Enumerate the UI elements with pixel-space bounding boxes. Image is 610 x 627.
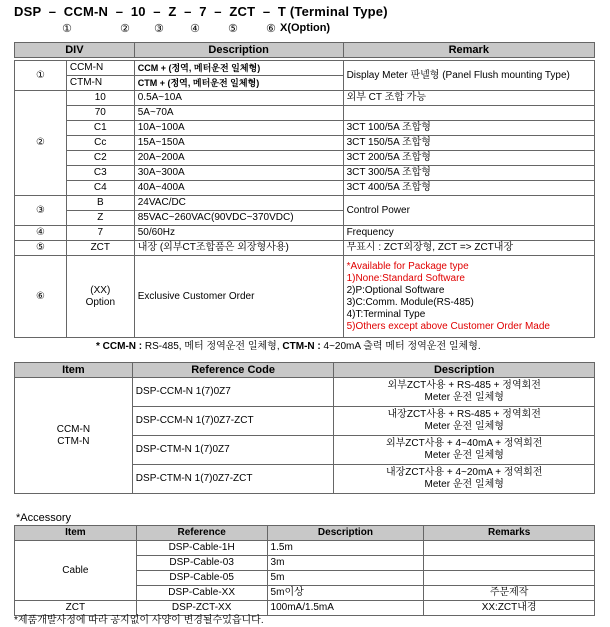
ref-desc-1-a: 외부ZCT사용 + RS-485 + 정역회전 [387,380,541,391]
ref-desc-3 [334,436,595,465]
ref-description-header: Description [334,363,595,378]
acc-cable: Cable [15,541,137,601]
note-ccm-text: RS-485, 메터 정역운전 일체형, [142,341,283,352]
pos-4: ④ [190,23,200,35]
option-line-3: 2)P:Optional Software [346,284,445,296]
code-c2: C2 [66,151,134,166]
pos-5: ⑤ [228,23,238,35]
ref-code-2: DSP-CCM-N 1(7)0Z7-ZCT [132,407,334,436]
code-ctm: CTM-N [66,76,134,91]
ref-desc-4 [334,465,595,494]
ref-code-4: DSP-CTM-N 1(7)0Z7-ZCT [132,465,334,494]
code-c4: C4 [66,181,134,196]
acc-desc-1: 1.5m [267,541,424,556]
acc-desc-2: 3m [267,556,424,571]
acc-zct-remark: XX:ZCT내경 [424,601,595,616]
div-num-1: ① [15,61,67,91]
description-header: Description [134,43,343,58]
remark-zct: 무표시 : ZCT외장형, ZCT => ZCT내장 [343,241,594,256]
desc-option: Exclusive Customer Order [134,256,343,338]
acc-ref-4: DSP-Cable-XX [136,586,267,601]
acc-description-header: Description [267,526,424,541]
option-line-1: *Available for Package type [346,260,469,272]
desc-c1: 10A~100A [134,121,343,136]
ref-desc-4-a: 내장ZCT사용 + 4~20mA + 정역회전 [385,467,543,478]
pos-1: ① [62,23,72,35]
desc-z: 85VAC~260VAC(90VDC~370VDC) [134,211,343,226]
ref-desc-1 [334,378,595,407]
code-option-label: Option [85,296,116,308]
desc-c3: 30A~300A [134,166,343,181]
desc-zct: 내장 (외부CT조합품은 외장형사용) [134,241,343,256]
ref-item-ccm: CCM-N [56,423,91,435]
option-label: X(Option) [280,22,331,34]
note-ctm-label: CTM-N : [282,341,321,352]
spec-table [14,42,595,338]
desc-c4: 40A~400A [134,181,343,196]
pos-2: ② [120,23,130,35]
option-line-6: 5)Others except above Customer Order Made [346,320,550,332]
div-num-2: ② [15,91,67,196]
acc-remark-4: 주문제작 [424,586,595,601]
code-part-5: ZCT [229,4,256,19]
remark-cc: 3CT 150/5A 조합형 [343,136,594,151]
remark-c2: 3CT 200/5A 조합형 [343,151,594,166]
acc-zct-item: ZCT [15,601,137,616]
note-ctm-text: 4~20mA 출력 메터 정역운전 일체형. [320,341,481,352]
pos-6: ⑥ [266,23,276,35]
code-zct: ZCT [66,241,134,256]
remark-display: Display Meter 판넬형 (Panel Flush mounting Type) [343,61,594,91]
desc-ctm: CTM + (정역, 메터운전 일체형) [134,76,343,91]
acc-remarks-header: Remarks [424,526,595,541]
desc-ccm: CCM + (정역, 메터운전 일체형) [134,61,343,76]
code-c1: C1 [66,121,134,136]
code-part-4: 7 [199,4,207,19]
ref-item-ctm: CTM-N [57,435,90,447]
ref-desc-1-b: Meter 운전 일체형 [424,392,504,403]
remark-10: 외부 CT 조합 가능 [343,91,594,106]
desc-cc: 15A~150A [134,136,343,151]
acc-reference-header: Reference [136,526,267,541]
code-prefix: DSP [14,4,42,19]
code-part-1: CCM-N [63,4,109,19]
code-z: Z [66,211,134,226]
item-header: Item [15,363,133,378]
desc-c2: 20A~200A [134,151,343,166]
code-part-3: Z [168,4,177,19]
remark-c3: 3CT 300/5A 조합형 [343,166,594,181]
reference-table [14,362,595,494]
code-10: 10 [66,91,134,106]
ref-desc-3-b: Meter 운전 일체형 [424,450,504,461]
code-part-2: 10 [130,4,146,19]
desc-70: 5A~70A [134,106,343,121]
acc-desc-3: 5m [267,571,424,586]
acc-remark-1 [424,541,595,556]
code-option [66,256,134,338]
remark-c4: 3CT 400/5A 조합형 [343,181,594,196]
acc-ref-3: DSP-Cable-05 [136,571,267,586]
remark-c1: 3CT 100/5A 조합형 [343,121,594,136]
pos-3: ③ [154,23,164,35]
remark-frequency: Frequency [343,226,594,241]
div-num-4: ④ [15,226,67,241]
div-num-3: ③ [15,196,67,226]
option-line-4: 3)C:Comm. Module(RS-485) [346,296,474,308]
model-note [96,337,481,352]
code-part-6: T [277,4,287,19]
remark-header: Remark [343,43,594,58]
reference-code-header: Reference Code [132,363,334,378]
code-suffix: (Terminal Type) [289,4,388,19]
acc-remark-2 [424,556,595,571]
acc-ref-2: DSP-Cable-03 [136,556,267,571]
acc-zct-ref: DSP-ZCT-XX [136,601,267,616]
acc-remark-3 [424,571,595,586]
option-line-5: 4)T:Terminal Type [346,308,426,320]
accessory-table [14,525,595,616]
remark-control-power: Control Power [343,196,594,226]
div-num-5: ⑤ [15,241,67,256]
ref-desc-2-b: Meter 운전 일체형 [424,421,504,432]
div-num-6: ⑥ [15,256,67,338]
ref-desc-3-a: 외부ZCT사용 + 4~40mA + 정역회전 [385,438,543,449]
code-7: 7 [66,226,134,241]
ref-desc-4-b: Meter 운전 일체형 [424,479,504,490]
ref-desc-2 [334,407,595,436]
ref-code-1: DSP-CCM-N 1(7)0Z7 [132,378,334,407]
ref-item [15,378,133,494]
accessory-title: *Accessory [16,512,72,524]
code-b: B [66,196,134,211]
desc-10: 0.5A~10A [134,91,343,106]
remark-option [343,256,594,338]
ref-desc-2-a: 내장ZCT사용 + RS-485 + 정역회전 [387,409,541,420]
div-header: DIV [15,43,135,58]
ref-code-3: DSP-CTM-N 1(7)0Z7 [132,436,334,465]
code-cc: Cc [66,136,134,151]
code-70: 70 [66,106,134,121]
acc-desc-4: 5m이상 [267,586,424,601]
desc-7: 50/60Hz [134,226,343,241]
remark-70 [343,106,594,121]
code-c3: C3 [66,166,134,181]
acc-item-header: Item [15,526,137,541]
acc-zct-desc: 100mA/1.5mA [267,601,424,616]
option-line-2: 1)None:Standard Software [346,272,465,284]
code-option-xx: (XX) [90,284,111,296]
footer-note: *제품개발사정에 따라 공지없이 사양이 변경될수있읍니다. [14,615,264,626]
code-ccm: CCM-N [66,61,134,76]
note-ccm-label: * CCM-N : [96,341,143,352]
model-code-line: DSP – CCM-N – 10 – Z – 7 – ZCT – T (Terminal Type) [14,4,388,19]
desc-b: 24VAC/DC [134,196,343,211]
acc-ref-1: DSP-Cable-1H [136,541,267,556]
